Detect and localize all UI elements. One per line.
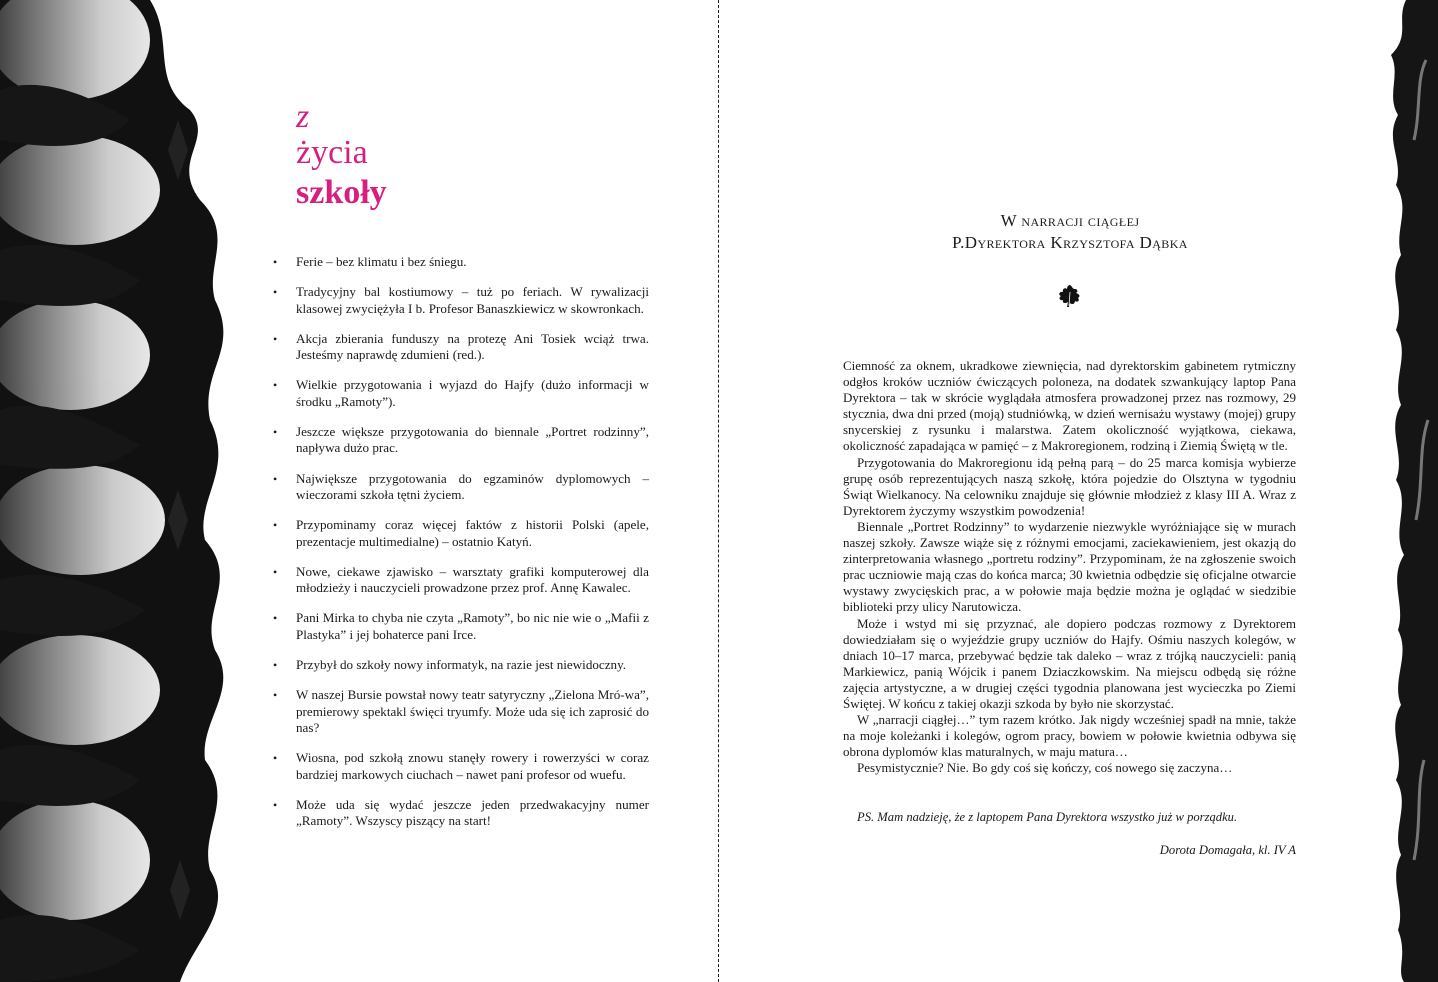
section-title-line-2: życia: [296, 134, 368, 171]
news-list-item: [271, 797, 649, 830]
news-item-text: Ferie – bez klimatu i bez śniegu.: [296, 254, 467, 269]
article-paragraph: Ciemność za oknem, ukradkowe ziewnięcia, nad dyrektorskim gabinetem rytmiczny odgłos kroków uczniów ćwiczących poloneza, na dodatek szwankujący laptop Pana Dyrektora – tak w skrócie wyglądała atmosfera prowadzonej przez nas rozmowy, 29 stycznia, dwa dni przed (moją) studniówką, w dzień wernisażu wystawy (mojej) grupy snycerskiej z rysunku i malarstwa. Zatem okoliczność wyjątkowa, ciekawa, okoliczność zapadająca w pamięć – z Makroregionem, rodziną i Ziemią Świętą w tle.: [843, 358, 1296, 454]
bullet-icon: •: [273, 471, 278, 486]
article-title-line-2: P.Dyrektora Krzysztofa Dąbka: [952, 233, 1188, 252]
article-paragraph: Przygotowania do Makroregionu idą pełną parą – do 25 marca komisja wybierze grupę osób reprezentujących naszą szkołę, która pojedzie do Olsztyna w tygodniu Świąt Wielkanocy. Na celowniku znajduje się głównie młodzież z klasy III A. Wraz z Dyrektorem życzymy wszystkim powodzenia!: [843, 454, 1296, 518]
news-item-text: Nowe, ciekawe zjawisko – warsztaty grafiki komputerowej dla młodzieży i nauczycieli prowadzone przez prof. Annę Kawalec.: [296, 563, 649, 596]
bullet-icon: •: [273, 425, 278, 440]
news-list-item: [271, 517, 649, 550]
bullet-icon: •: [273, 518, 278, 533]
news-item-text: Największe przygotowania do egzaminów dyplomowych – wieczorami szkoła tętni życiem.: [296, 470, 649, 502]
news-list-item: [271, 254, 649, 270]
news-item-text: W naszej Bursie powstał nowy teatr satyryczny „Zielona Mró-wa”, premierowy spektakl święci tryumfy. Może uda się ich zaprosić do nas?: [296, 687, 649, 735]
news-list-item: [271, 750, 649, 783]
news-item-text: Pani Mirka to chyba nie czyta „Ramoty”, bo nic nie wie o „Mafii z Plastyka” i jej bohaterce pani Irce.: [296, 610, 649, 642]
news-list-item: [271, 424, 649, 457]
news-item-text: Akcja zbierania funduszy na protezę Ani Tosiek wciąż trwa. Jesteśmy naprawdę zdumieni (red.).: [296, 330, 649, 363]
bullet-icon: •: [273, 658, 278, 673]
section-title-line-1: z: [296, 98, 310, 135]
article-paragraph: W „narracji ciągłej…” tym razem krótko. Jak nigdy wcześniej spadł na mnie, także na moje koleżanki i kolegów, ogrom pracy, bowiem w połowie kwietnia odbywa się obrona dyplomów klas maturalnych, w maju matura…: [843, 712, 1296, 760]
news-list-item: [271, 564, 649, 597]
news-item-text: Tradycyjny bal kostiumowy – tuż po feriach. W rywalizacji klasowej zwyciężyła I b. Profesor Banaszkiewicz w skowronkach.: [296, 284, 649, 316]
article-paragraph: Biennale „Portret Rodzinny” to wydarzenie niezwykle wyróżniające się w murach naszej szkoły. Zawsze wiąże się z różnymi emocjami, zaciekawieniem, jest okazją do zinterpretowania własnego „portretu rodziny”. Przypominam, że na zgłoszenie swoich prac uczniowie mają czas do końca marca; 30 kwietnia odbędzie się oficjalne otwarcie wystawy zwycięskich prac, a w połowie maja będzie można je oglądać w siedzibie biblioteki przy ulicy Narutowicza.: [843, 518, 1296, 615]
news-list-item: [271, 377, 649, 410]
news-item-text: Jeszcze większe przygotowania do biennale „Portret rodzinny”, napływa dużo prac.: [296, 424, 649, 456]
bullet-icon: •: [273, 255, 278, 269]
article-postscript: PS. Mam nadzieję, że z laptopem Pana Dyrektora wszystko już w porządku.: [857, 810, 1238, 824]
news-item-text: Przybył do szkoły nowy informatyk, na razie jest niewidoczny.: [296, 657, 627, 673]
oak-leaf-icon: [1057, 284, 1083, 308]
bullet-icon: •: [273, 285, 278, 300]
bullet-icon: •: [273, 688, 278, 703]
bullet-icon: •: [273, 378, 278, 393]
school-news-list: [271, 254, 649, 843]
news-list-item: [271, 687, 649, 736]
left-decorative-portrait-strip: [0, 0, 250, 982]
news-item-text: Wielkie przygotowania i wyjazd do Hajfy (dużo informacji w środku „Ramoty”).: [296, 377, 649, 409]
news-item-text: Wiosna, pod szkołą znowu stanęły rowery i rowerzyści w coraz bardziej markowych ciuchach – nawet pani profesor od wuefu.: [296, 750, 649, 782]
repeated-portrait-image: [0, 0, 250, 982]
article-title: [880, 210, 1260, 254]
article-paragraph: Może i wstyd mi się przyznać, ale dopiero podczas rozmowy z Dyrektorem dowiedziałam się o wyjeździe grupy uczniów do Hajfy. Ośmiu naszych kolegów, w dniach 10–17 marca, przebywać będzie tak daleko – wraz z trójką nauczycieli: panią Markiewicz, panią Wójcik i panem Dziaczkowskim. Na miejscu odbędą się różne zajęcia artystyczne, a w drugiej części tygodnia planowana jest wycieczka po Ziemi Świętej. W końcu z takiej okazji szkoda by było nie skorzystać.: [843, 615, 1296, 711]
bullet-icon: •: [273, 751, 278, 766]
news-list-item: [271, 331, 649, 364]
news-list-item: [271, 284, 649, 317]
news-item-text: Przypominamy coraz więcej faktów z historii Polski (apele, prezentacje multimedialne) – ostatnio Katyń.: [296, 517, 649, 549]
news-list-item: [271, 657, 649, 673]
article-paragraph: Pesymistycznie? Nie. Bo gdy coś się kończy, coś nowego się zaczyna…: [857, 760, 1233, 776]
article-body: [843, 358, 1296, 776]
article-title-line-1: W narracji ciągłej: [1000, 211, 1140, 230]
bullet-icon: •: [273, 797, 278, 812]
bullet-icon: •: [273, 331, 278, 346]
page-fold-line: [718, 0, 719, 982]
news-list-item: [271, 471, 649, 504]
section-title-line-3: szkoły: [296, 174, 387, 211]
news-list-item: [271, 610, 649, 643]
news-item-text: Może uda się wydać jeszcze jeden przedwakacyjny numer „Ramoty”. Wszyscy piszący na start!: [296, 796, 649, 829]
right-decorative-torn-strip: [1366, 0, 1438, 982]
bullet-icon: •: [273, 564, 278, 579]
article-signature: Dorota Domagała, kl. IV A: [1159, 843, 1296, 857]
section-title: [296, 100, 387, 210]
bullet-icon: •: [273, 611, 278, 626]
